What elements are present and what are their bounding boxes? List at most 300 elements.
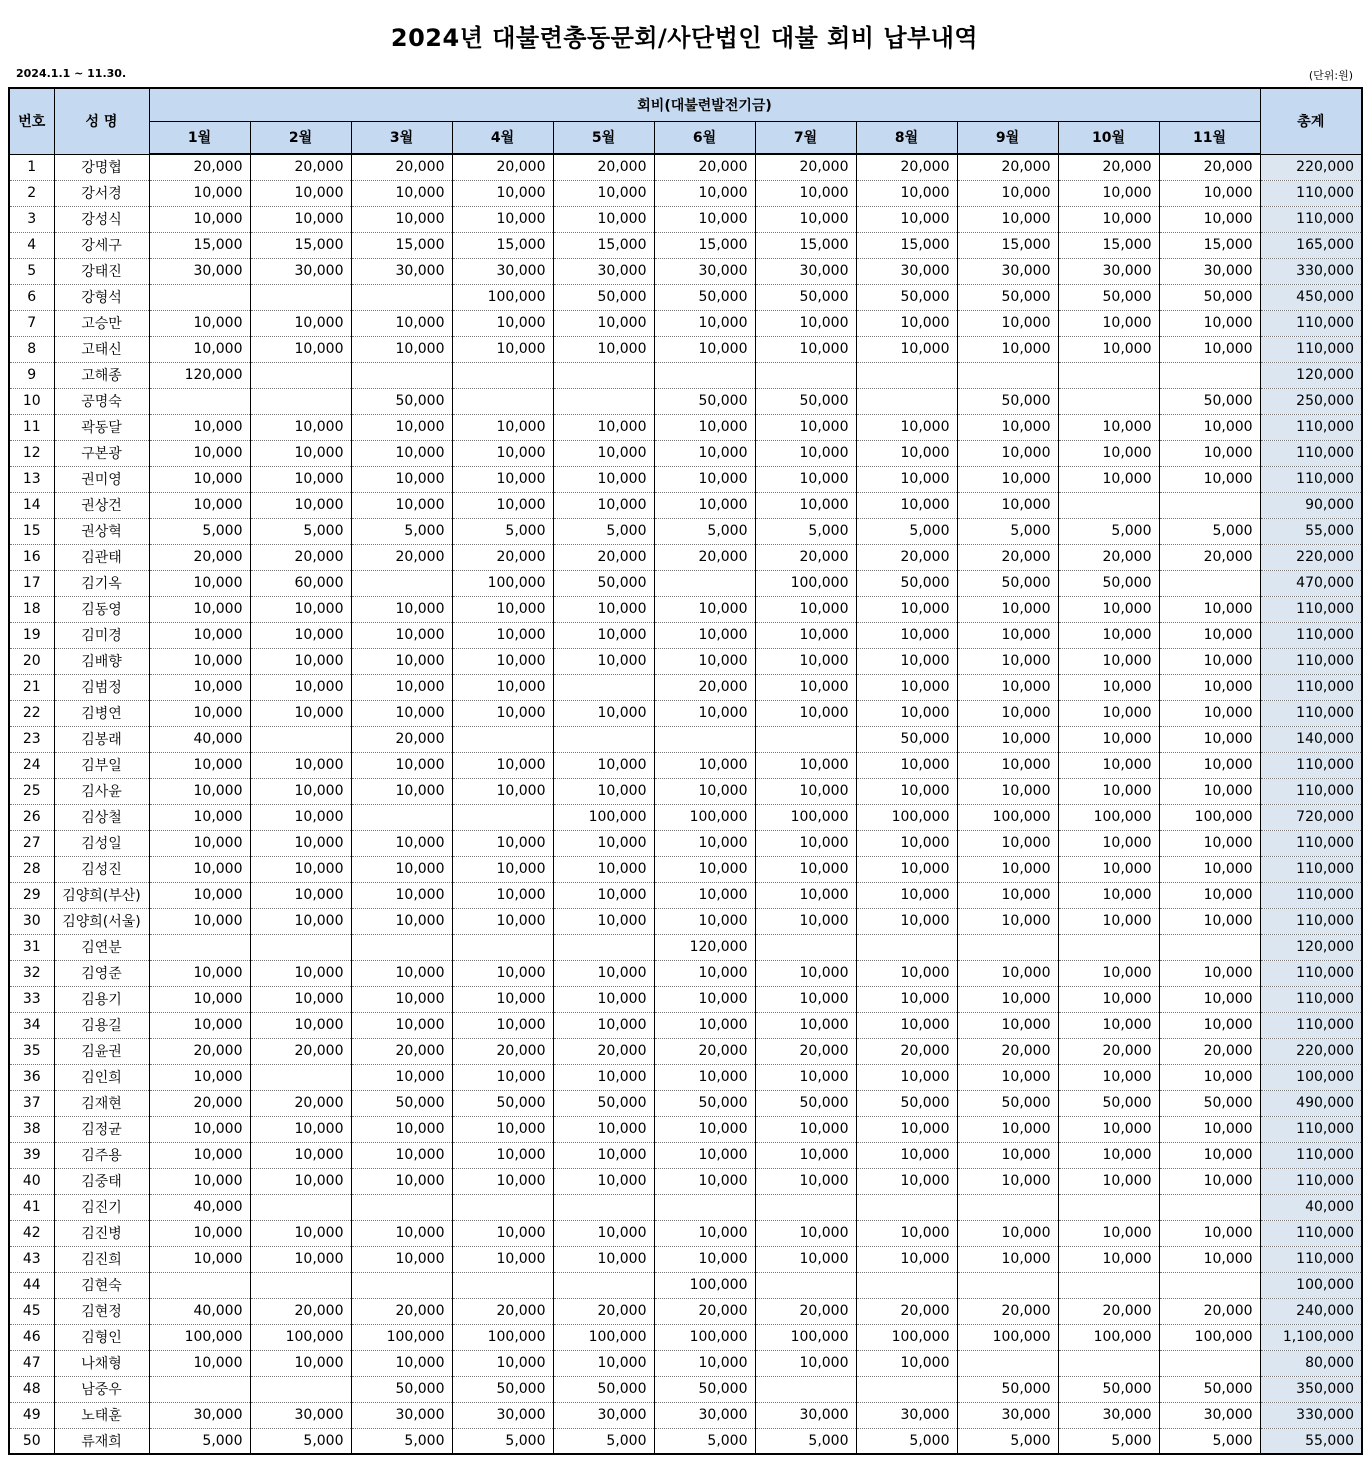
table-row — [9, 622, 1362, 648]
cell-amount: 10,000 — [654, 1142, 755, 1168]
cell-amount: 50,000 — [1058, 284, 1159, 310]
cell-amount — [1058, 1194, 1159, 1220]
cell-name: 김진기 — [54, 1194, 149, 1220]
cell-amount: 20,000 — [755, 1038, 856, 1064]
cell-amount: 20,000 — [856, 154, 957, 180]
cell-no: 20 — [9, 648, 54, 674]
cell-amount: 20,000 — [351, 1298, 452, 1324]
cell-amount: 20,000 — [957, 1298, 1058, 1324]
cell-amount: 10,000 — [1159, 1012, 1260, 1038]
cell-amount: 10,000 — [452, 1116, 553, 1142]
header-group: 회비(대불련발전기금) — [149, 88, 1260, 121]
cell-amount: 30,000 — [250, 1402, 351, 1428]
cell-amount: 10,000 — [250, 1220, 351, 1246]
cell-total: 720,000 — [1260, 804, 1362, 830]
cell-no: 50 — [9, 1428, 54, 1454]
cell-no: 32 — [9, 960, 54, 986]
cell-amount: 20,000 — [654, 1298, 755, 1324]
cell-amount: 50,000 — [957, 388, 1058, 414]
table-row — [9, 1038, 1362, 1064]
cell-no: 31 — [9, 934, 54, 960]
cell-amount: 10,000 — [149, 622, 250, 648]
cell-amount: 10,000 — [553, 882, 654, 908]
cell-amount: 20,000 — [149, 1038, 250, 1064]
cell-total: 110,000 — [1260, 960, 1362, 986]
cell-amount: 20,000 — [452, 1298, 553, 1324]
cell-amount: 100,000 — [250, 1324, 351, 1350]
cell-amount: 10,000 — [351, 466, 452, 492]
cell-amount: 10,000 — [250, 752, 351, 778]
cell-amount: 10,000 — [250, 856, 351, 882]
cell-amount: 10,000 — [957, 856, 1058, 882]
cell-amount: 10,000 — [1058, 310, 1159, 336]
cell-amount: 10,000 — [1058, 440, 1159, 466]
table-row — [9, 336, 1362, 362]
cell-name: 김관태 — [54, 544, 149, 570]
cell-amount: 10,000 — [553, 206, 654, 232]
cell-amount: 30,000 — [755, 258, 856, 284]
cell-name: 김미경 — [54, 622, 149, 648]
cell-amount: 10,000 — [149, 180, 250, 206]
cell-no: 43 — [9, 1246, 54, 1272]
cell-amount: 10,000 — [250, 180, 351, 206]
cell-amount: 10,000 — [957, 596, 1058, 622]
cell-amount: 10,000 — [452, 492, 553, 518]
cell-total: 110,000 — [1260, 778, 1362, 804]
cell-amount: 10,000 — [856, 960, 957, 986]
cell-amount: 10,000 — [149, 310, 250, 336]
cell-amount: 10,000 — [1058, 596, 1159, 622]
cell-amount — [957, 1272, 1058, 1298]
cell-name: 고해종 — [54, 362, 149, 388]
cell-total: 165,000 — [1260, 232, 1362, 258]
cell-amount — [654, 1194, 755, 1220]
cell-amount: 10,000 — [755, 960, 856, 986]
cell-amount — [856, 1194, 957, 1220]
cell-amount: 10,000 — [351, 1168, 452, 1194]
cell-total: 80,000 — [1260, 1350, 1362, 1376]
cell-amount: 10,000 — [755, 778, 856, 804]
cell-amount: 10,000 — [755, 986, 856, 1012]
cell-amount: 20,000 — [553, 1038, 654, 1064]
cell-amount: 10,000 — [452, 596, 553, 622]
cell-amount: 10,000 — [553, 986, 654, 1012]
cell-amount — [351, 284, 452, 310]
cell-amount: 10,000 — [149, 856, 250, 882]
cell-amount: 10,000 — [452, 336, 553, 362]
cell-amount: 10,000 — [351, 206, 452, 232]
cell-no: 1 — [9, 154, 54, 180]
cell-amount: 5,000 — [654, 518, 755, 544]
cell-amount: 10,000 — [452, 1012, 553, 1038]
cell-no: 25 — [9, 778, 54, 804]
table-row — [9, 414, 1362, 440]
cell-amount: 30,000 — [1058, 258, 1159, 284]
table-row — [9, 154, 1362, 180]
cell-amount: 10,000 — [452, 648, 553, 674]
cell-no: 5 — [9, 258, 54, 284]
cell-amount: 10,000 — [654, 1350, 755, 1376]
cell-amount: 10,000 — [654, 830, 755, 856]
cell-amount: 10,000 — [654, 336, 755, 362]
cell-amount — [856, 1376, 957, 1402]
cell-amount: 10,000 — [957, 1012, 1058, 1038]
cell-amount: 10,000 — [1159, 310, 1260, 336]
cell-no: 42 — [9, 1220, 54, 1246]
cell-amount: 10,000 — [149, 882, 250, 908]
cell-amount: 10,000 — [1159, 752, 1260, 778]
cell-amount: 20,000 — [351, 154, 452, 180]
cell-amount: 10,000 — [553, 752, 654, 778]
cell-amount: 20,000 — [856, 1298, 957, 1324]
cell-amount: 10,000 — [250, 778, 351, 804]
cell-name: 노태훈 — [54, 1402, 149, 1428]
cell-amount: 10,000 — [149, 700, 250, 726]
cell-amount: 10,000 — [452, 752, 553, 778]
cell-amount: 10,000 — [654, 882, 755, 908]
cell-amount: 20,000 — [1159, 544, 1260, 570]
cell-amount: 10,000 — [856, 492, 957, 518]
cell-amount: 10,000 — [250, 1142, 351, 1168]
cell-total: 110,000 — [1260, 648, 1362, 674]
cell-no: 24 — [9, 752, 54, 778]
cell-no: 2 — [9, 180, 54, 206]
cell-amount: 10,000 — [1159, 856, 1260, 882]
cell-amount: 10,000 — [654, 856, 755, 882]
cell-amount: 50,000 — [1159, 284, 1260, 310]
cell-amount — [856, 362, 957, 388]
cell-amount: 10,000 — [351, 622, 452, 648]
cell-amount: 20,000 — [149, 1090, 250, 1116]
cell-total: 90,000 — [1260, 492, 1362, 518]
table-row — [9, 1090, 1362, 1116]
cell-total: 110,000 — [1260, 466, 1362, 492]
cell-amount: 30,000 — [957, 1402, 1058, 1428]
cell-amount: 50,000 — [755, 284, 856, 310]
cell-amount — [1058, 1350, 1159, 1376]
cell-amount: 50,000 — [654, 284, 755, 310]
cell-amount: 10,000 — [1058, 1142, 1159, 1168]
cell-amount: 15,000 — [351, 232, 452, 258]
cell-amount: 10,000 — [755, 1220, 856, 1246]
cell-amount: 10,000 — [250, 596, 351, 622]
table-row — [9, 1168, 1362, 1194]
cell-amount: 10,000 — [553, 466, 654, 492]
cell-amount: 30,000 — [553, 1402, 654, 1428]
cell-amount: 10,000 — [1159, 830, 1260, 856]
cell-amount: 100,000 — [1159, 1324, 1260, 1350]
cell-name: 김성진 — [54, 856, 149, 882]
table-row — [9, 674, 1362, 700]
cell-amount — [452, 1194, 553, 1220]
cell-amount: 10,000 — [149, 752, 250, 778]
cell-amount: 10,000 — [149, 1064, 250, 1090]
cell-amount: 20,000 — [755, 544, 856, 570]
cell-no: 45 — [9, 1298, 54, 1324]
cell-amount: 20,000 — [250, 544, 351, 570]
cell-total: 330,000 — [1260, 258, 1362, 284]
table-row — [9, 778, 1362, 804]
cell-amount: 20,000 — [1058, 1298, 1159, 1324]
cell-amount: 10,000 — [1058, 674, 1159, 700]
cell-amount: 15,000 — [755, 232, 856, 258]
cell-amount: 10,000 — [351, 908, 452, 934]
cell-amount: 10,000 — [1159, 882, 1260, 908]
cell-amount: 10,000 — [250, 700, 351, 726]
cell-amount: 10,000 — [250, 492, 351, 518]
table-row — [9, 232, 1362, 258]
cell-amount: 60,000 — [250, 570, 351, 596]
cell-amount: 10,000 — [1058, 180, 1159, 206]
cell-total: 110,000 — [1260, 674, 1362, 700]
cell-no: 9 — [9, 362, 54, 388]
cell-amount: 10,000 — [654, 648, 755, 674]
cell-amount — [856, 1272, 957, 1298]
cell-amount: 10,000 — [1058, 1246, 1159, 1272]
cell-amount: 100,000 — [553, 1324, 654, 1350]
cell-amount: 10,000 — [452, 466, 553, 492]
cell-amount: 30,000 — [856, 1402, 957, 1428]
cell-amount: 20,000 — [250, 154, 351, 180]
cell-amount: 50,000 — [856, 1090, 957, 1116]
cell-amount: 10,000 — [351, 1350, 452, 1376]
cell-amount: 10,000 — [856, 700, 957, 726]
cell-amount: 10,000 — [856, 778, 957, 804]
cell-amount: 10,000 — [452, 206, 553, 232]
table-row — [9, 310, 1362, 336]
cell-amount: 10,000 — [856, 908, 957, 934]
cell-amount: 10,000 — [250, 986, 351, 1012]
cell-total: 490,000 — [1260, 1090, 1362, 1116]
cell-amount: 5,000 — [755, 1428, 856, 1454]
cell-amount: 10,000 — [351, 1246, 452, 1272]
table-row — [9, 1350, 1362, 1376]
cell-amount: 10,000 — [654, 986, 755, 1012]
cell-total: 110,000 — [1260, 310, 1362, 336]
cell-no: 35 — [9, 1038, 54, 1064]
cell-name: 김영준 — [54, 960, 149, 986]
cell-amount: 10,000 — [1058, 1012, 1159, 1038]
cell-no: 37 — [9, 1090, 54, 1116]
cell-amount — [149, 934, 250, 960]
cell-amount — [452, 362, 553, 388]
cell-total: 55,000 — [1260, 518, 1362, 544]
cell-amount: 10,000 — [553, 1246, 654, 1272]
cell-amount: 10,000 — [452, 882, 553, 908]
cell-amount: 10,000 — [250, 960, 351, 986]
cell-amount: 10,000 — [250, 336, 351, 362]
cell-amount: 10,000 — [755, 882, 856, 908]
header-month: 1월 — [149, 121, 250, 154]
table-row — [9, 856, 1362, 882]
cell-amount: 10,000 — [553, 960, 654, 986]
cell-total: 350,000 — [1260, 1376, 1362, 1402]
header-month: 8월 — [856, 121, 957, 154]
cell-amount: 10,000 — [856, 596, 957, 622]
table-row — [9, 830, 1362, 856]
cell-amount — [1159, 1194, 1260, 1220]
cell-name: 김현정 — [54, 1298, 149, 1324]
cell-amount: 10,000 — [654, 1012, 755, 1038]
cell-amount: 10,000 — [351, 492, 452, 518]
cell-amount — [1159, 1350, 1260, 1376]
table-row — [9, 258, 1362, 284]
cell-amount — [755, 726, 856, 752]
cell-amount: 10,000 — [250, 206, 351, 232]
cell-amount: 100,000 — [957, 1324, 1058, 1350]
cell-amount — [1058, 362, 1159, 388]
cell-amount: 50,000 — [957, 1090, 1058, 1116]
cell-amount: 10,000 — [957, 1220, 1058, 1246]
cell-amount: 20,000 — [654, 674, 755, 700]
cell-amount: 10,000 — [1058, 882, 1159, 908]
cell-amount: 10,000 — [250, 908, 351, 934]
table-row — [9, 1116, 1362, 1142]
cell-name: 김용길 — [54, 1012, 149, 1038]
cell-amount: 10,000 — [250, 1246, 351, 1272]
cell-amount: 10,000 — [1058, 778, 1159, 804]
cell-amount: 10,000 — [856, 1012, 957, 1038]
cell-no: 28 — [9, 856, 54, 882]
cell-total: 220,000 — [1260, 544, 1362, 570]
cell-name: 김형인 — [54, 1324, 149, 1350]
cell-amount: 10,000 — [452, 1350, 553, 1376]
table-row — [9, 700, 1362, 726]
cell-amount: 50,000 — [1058, 1376, 1159, 1402]
cell-amount: 10,000 — [351, 830, 452, 856]
cell-amount: 20,000 — [1159, 154, 1260, 180]
cell-amount: 100,000 — [1058, 1324, 1159, 1350]
cell-total: 110,000 — [1260, 440, 1362, 466]
cell-name: 김배향 — [54, 648, 149, 674]
cell-amount: 10,000 — [654, 1220, 755, 1246]
cell-amount: 10,000 — [452, 986, 553, 1012]
cell-amount: 10,000 — [1058, 908, 1159, 934]
table-row — [9, 1402, 1362, 1428]
cell-amount — [452, 1272, 553, 1298]
cell-amount: 5,000 — [755, 518, 856, 544]
table-row — [9, 440, 1362, 466]
cell-name: 김재현 — [54, 1090, 149, 1116]
cell-amount: 10,000 — [149, 778, 250, 804]
cell-amount: 20,000 — [856, 544, 957, 570]
cell-amount: 10,000 — [654, 180, 755, 206]
cell-amount: 30,000 — [856, 258, 957, 284]
cell-amount: 10,000 — [957, 466, 1058, 492]
cell-amount: 10,000 — [957, 180, 1058, 206]
header-total: 총계 — [1260, 88, 1362, 154]
cell-amount: 10,000 — [553, 1142, 654, 1168]
cell-amount: 10,000 — [452, 440, 553, 466]
cell-amount: 10,000 — [856, 1168, 957, 1194]
cell-no: 40 — [9, 1168, 54, 1194]
cell-amount: 10,000 — [250, 830, 351, 856]
cell-no: 21 — [9, 674, 54, 700]
cell-name: 고태신 — [54, 336, 149, 362]
cell-name: 강성식 — [54, 206, 149, 232]
cell-name: 김기옥 — [54, 570, 149, 596]
cell-amount: 10,000 — [351, 1220, 452, 1246]
cell-amount: 10,000 — [856, 180, 957, 206]
cell-no: 48 — [9, 1376, 54, 1402]
cell-no: 41 — [9, 1194, 54, 1220]
cell-amount — [250, 1194, 351, 1220]
cell-amount: 100,000 — [553, 804, 654, 830]
cell-amount — [1159, 362, 1260, 388]
cell-amount: 50,000 — [1159, 388, 1260, 414]
cell-amount: 20,000 — [654, 154, 755, 180]
cell-name: 김연분 — [54, 934, 149, 960]
table-body — [9, 154, 1362, 1454]
cell-amount: 10,000 — [452, 778, 553, 804]
cell-amount: 10,000 — [1159, 726, 1260, 752]
cell-amount: 10,000 — [856, 648, 957, 674]
cell-amount: 20,000 — [250, 1038, 351, 1064]
cell-amount: 10,000 — [957, 908, 1058, 934]
cell-amount: 10,000 — [1159, 206, 1260, 232]
cell-total: 140,000 — [1260, 726, 1362, 752]
cell-amount: 50,000 — [957, 1376, 1058, 1402]
cell-amount: 15,000 — [1058, 232, 1159, 258]
cell-amount: 10,000 — [654, 1064, 755, 1090]
table-row — [9, 362, 1362, 388]
cell-name: 김성일 — [54, 830, 149, 856]
cell-amount: 30,000 — [351, 258, 452, 284]
cell-amount: 10,000 — [1159, 622, 1260, 648]
cell-amount: 10,000 — [856, 414, 957, 440]
cell-amount — [351, 804, 452, 830]
cell-no: 22 — [9, 700, 54, 726]
period-label: 2024.1.1 ~ 11.30. — [16, 67, 127, 80]
cell-total: 110,000 — [1260, 856, 1362, 882]
cell-amount: 10,000 — [755, 310, 856, 336]
cell-amount — [1058, 492, 1159, 518]
header-month: 10월 — [1058, 121, 1159, 154]
cell-amount: 20,000 — [856, 1038, 957, 1064]
cell-no: 46 — [9, 1324, 54, 1350]
cell-amount: 5,000 — [957, 518, 1058, 544]
cell-amount: 10,000 — [856, 1142, 957, 1168]
cell-amount: 10,000 — [654, 414, 755, 440]
cell-amount: 20,000 — [553, 544, 654, 570]
cell-amount: 10,000 — [553, 648, 654, 674]
cell-no: 26 — [9, 804, 54, 830]
cell-amount — [553, 726, 654, 752]
cell-amount: 10,000 — [654, 466, 755, 492]
cell-amount: 10,000 — [149, 466, 250, 492]
cell-amount: 10,000 — [351, 596, 452, 622]
table-row — [9, 492, 1362, 518]
cell-amount: 10,000 — [1058, 622, 1159, 648]
cell-amount: 50,000 — [856, 284, 957, 310]
cell-amount: 20,000 — [755, 154, 856, 180]
cell-amount: 40,000 — [149, 1298, 250, 1324]
cell-amount: 10,000 — [1058, 206, 1159, 232]
cell-amount: 10,000 — [654, 440, 755, 466]
cell-amount: 10,000 — [1058, 960, 1159, 986]
cell-amount: 10,000 — [755, 830, 856, 856]
cell-amount: 10,000 — [957, 1116, 1058, 1142]
cell-amount: 10,000 — [957, 648, 1058, 674]
cell-total: 1,100,000 — [1260, 1324, 1362, 1350]
cell-name: 김상철 — [54, 804, 149, 830]
cell-amount: 10,000 — [957, 726, 1058, 752]
cell-no: 33 — [9, 986, 54, 1012]
cell-no: 27 — [9, 830, 54, 856]
cell-total: 110,000 — [1260, 1246, 1362, 1272]
cell-name: 김윤권 — [54, 1038, 149, 1064]
cell-amount: 10,000 — [149, 1220, 250, 1246]
